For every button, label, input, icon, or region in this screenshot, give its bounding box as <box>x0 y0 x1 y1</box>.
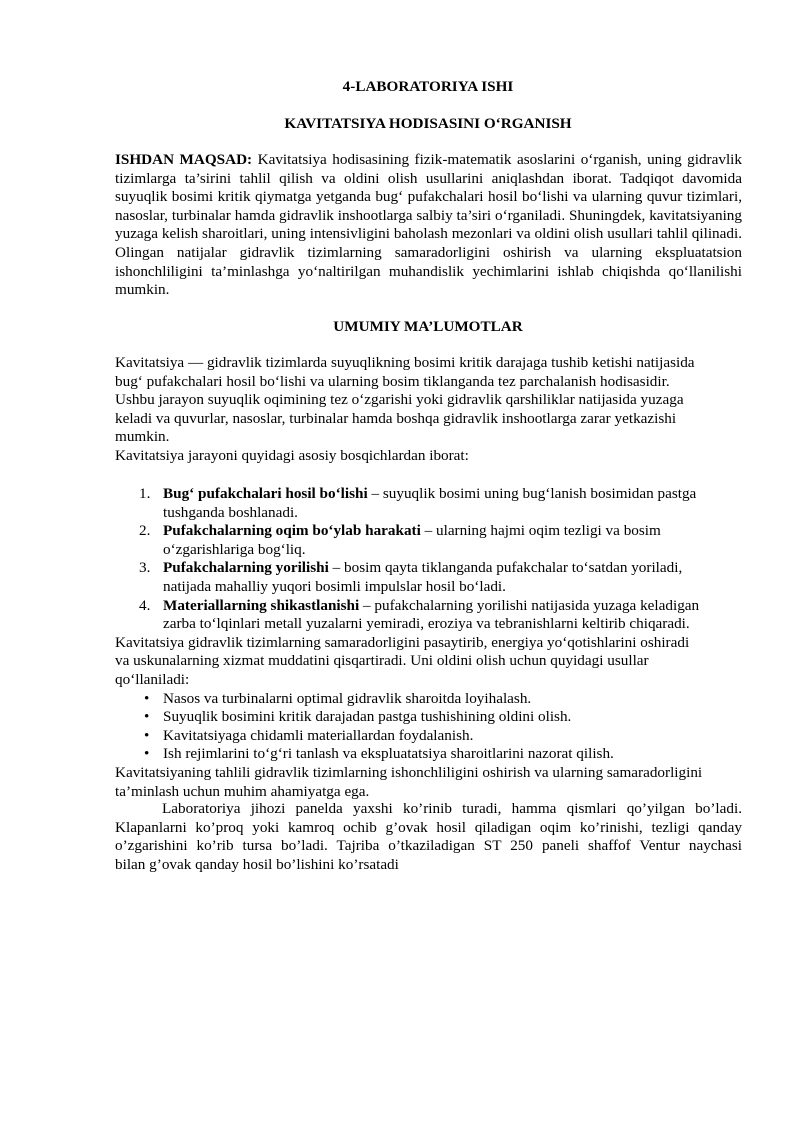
purpose-label: ISHDAN MAQSAD: <box>115 151 253 168</box>
list-item <box>115 690 755 709</box>
bullet-icon: • <box>144 689 150 707</box>
stage-text: – suyuqlik bosimi uning bug‘lanish bosimidan pastga <box>367 485 697 502</box>
lab-line: bilan g’ovak qanday hosil bo’lishini ko’rsatadi <box>115 855 399 873</box>
stage-text: zarba to‘lqinlari metall yuzalarni yemiradi, eroziya va tebranishlarni keltirib chiqaradi. <box>163 615 690 633</box>
purpose-text: Kavitatsiya hodisasining fizik-matematik asoslarini o‘rganish, uning gidravlik tizimlarga ta’sirini tahlil qilish va oldini olish usullarini aniqlashdan iborat. Tadqiqot davomida suyuqlik bosimi kritik qiymatga yetganda bug‘ pufakchalari hosil bo‘lishi va ularning quvur tizimlari, nasoslar, turbinalar hamda gidravlik inshootlarga salbiy ta’siri o‘rganiladi. Shuningdek, kavitatsiyaning yuzaga kelish sharoitlari, uning intensivligini baholash mezonlari va oldini olish usullari tahlil qilinadi. Olingan natijalar gidravlik tizimlarning samaradorligini oshirish va ularning ekspluatatsion ishonchliligini ta’minlashga yo‘naltirilgan muhandislik yechimlarini ishlab chiqishda qo‘llanilishi mumkin. <box>115 151 742 299</box>
intro-line: bug‘ pufakchalari hosil bo‘lishi va ularning bosim tiklanganda tez parchalanish hodisasidir. <box>115 372 670 390</box>
bullet-icon: • <box>144 726 150 744</box>
list-number: 4. <box>139 596 151 614</box>
stage-term: Materiallarning shikastlanishi <box>163 596 360 614</box>
list-number: 2. <box>139 522 151 540</box>
list-number: 1. <box>139 485 151 502</box>
list-item <box>115 559 755 596</box>
topic-title: KAVITATSIYA HODISASINI O‘RGANISH <box>284 115 572 132</box>
stage-term: Pufakchalarning yorilishi <box>163 559 329 577</box>
list-item <box>115 522 755 559</box>
stage-term: Pufakchalarning oqim bo‘ylab harakati <box>163 522 421 540</box>
list-item <box>115 727 755 746</box>
lab-paragraph <box>115 800 742 874</box>
lab-line: Laboratoriya jihozi panelda yaxshi ko’rinib turadi, hamma qismlari qo’yilgan bo’ladi. <box>162 800 742 817</box>
list-item <box>115 745 755 764</box>
conclusion-paragraph <box>115 764 755 801</box>
effects-line: Kavitatsiya gidravlik tizimlarning samaradorligini pasaytirib, energiya yo‘qotishlarini oshiradi <box>115 633 690 651</box>
effects-line: qo‘llaniladi: <box>115 670 190 688</box>
stage-term: Bug‘ pufakchalari hosil bo‘lishi <box>163 485 368 502</box>
stage-text: – ularning hajmi oqim tezligi va bosim <box>420 522 661 540</box>
list-number: 3. <box>139 559 151 577</box>
lab-line: o’zgarishini ko’rib tursa bo’ladi. Tajriba o’tkaziladigan ST 250 paneli shaffof Ventur naychasi <box>115 837 742 855</box>
method-text: Kavitatsiyaga chidamli materiallardan foydalanish. <box>163 726 474 744</box>
intro-line: mumkin. <box>115 428 170 446</box>
stages-list <box>115 485 755 801</box>
stage-text: – bosim qayta tiklanganda pufakchalar to‘satdan yoriladi, <box>328 559 683 577</box>
general-info-title: UMUMIY MA’LUMOTLAR <box>333 318 523 335</box>
list-item <box>115 485 755 522</box>
intro-line: Kavitatsiya jarayoni quyidagi asosiy bosqichlardan iborat: <box>115 446 469 464</box>
effects-paragraph <box>115 634 755 690</box>
purpose-paragraph <box>115 151 742 300</box>
intro-line: Kavitatsiya — gidravlik tizimlarda suyuqlikning bosimi kritik darajaga tushib ketishi natijasida <box>115 354 695 371</box>
intro-paragraph <box>115 354 742 466</box>
conclusion-line: ta’minlash uchun muhim ahamiyatga ega. <box>115 782 370 800</box>
method-text: Nasos va turbinalarni optimal gidravlik sharoitda loyihalash. <box>163 689 532 707</box>
lab-line: Klapanlarni ko’proq yoki kamroq ochib g’ovak hosil qiladigan oqim ko’rinishi, tezligi qanday <box>115 818 742 836</box>
intro-line: Ushbu jarayon suyuqlik oqimining tez o‘zgarishi yoki gidravlik qarshiliklar natijasida yuzaga <box>115 391 684 409</box>
stage-text: natijada mahalliy yuqori bosimli impulslar hosil bo‘ladi. <box>163 577 506 595</box>
stage-text: tushganda boshlanadi. <box>163 503 298 521</box>
bullet-icon: • <box>144 745 150 763</box>
stage-text: o‘zgarishlariga bog‘liq. <box>163 540 306 558</box>
intro-line: keladi va quvurlar, nasoslar, turbinalar hamda boshqa gidravlik inshootlarga zarar yetkazishi <box>115 409 677 427</box>
lab-title: 4-LABORATORIYA ISHI <box>342 78 514 95</box>
list-item <box>115 708 755 727</box>
effects-line: va uskunalarning xizmat muddatini qisqartiradi. Uni oldini olish uchun quyidagi usullar <box>115 652 649 670</box>
conclusion-line: Kavitatsiyaning tahlili gidravlik tizimlarning ishonchliligini oshirish va ularning samaradorligini <box>115 763 703 781</box>
stage-text: – pufakchalarning yorilishi natijasida yuzaga keladigan <box>359 596 700 614</box>
method-text: Ish rejimlarini to‘g‘ri tanlash va ekspluatatsiya sharoitlarini nazorat qilish. <box>163 745 614 763</box>
list-item <box>115 597 755 634</box>
method-text: Suyuqlik bosimini kritik darajadan pastga tushishining oldini olish. <box>163 708 572 726</box>
bullet-icon: • <box>144 708 150 726</box>
